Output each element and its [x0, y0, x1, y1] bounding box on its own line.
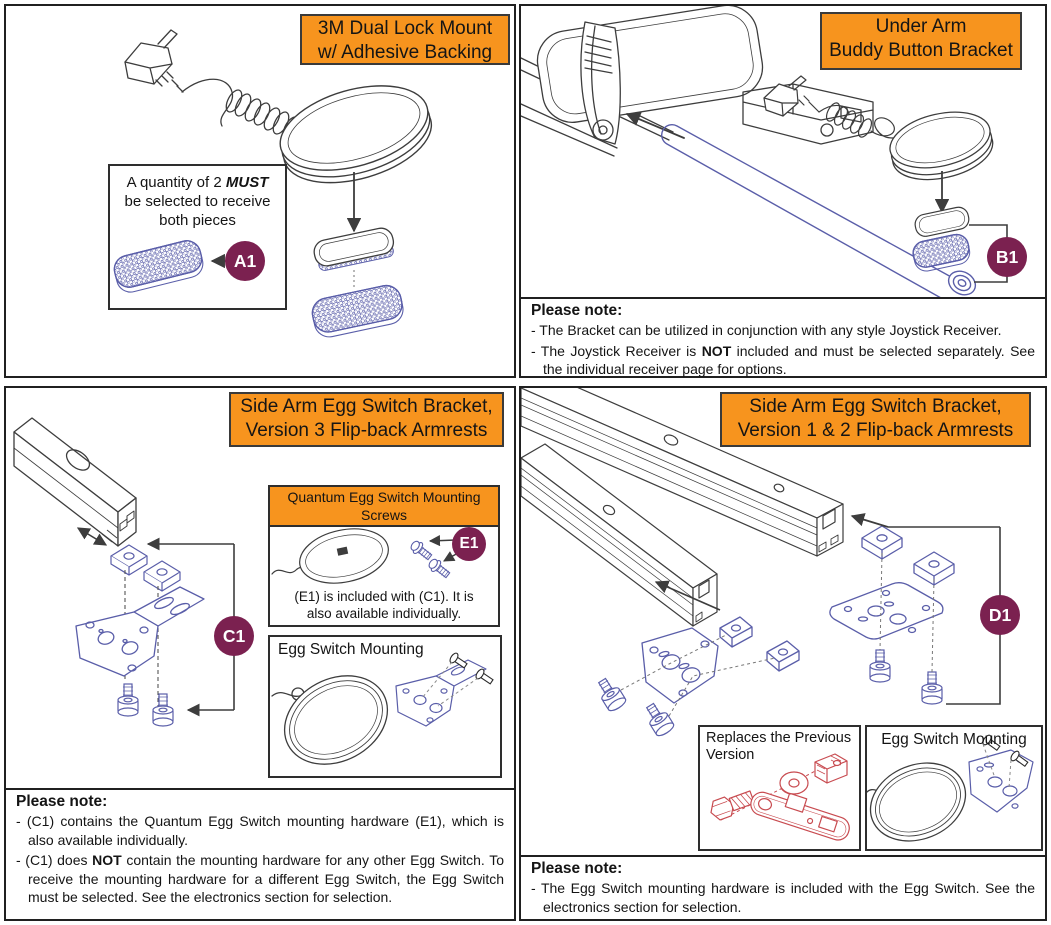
- replaces-previous-version-label: Replaces the Previous Version: [706, 730, 852, 763]
- title-line: Version 1 & 2 Flip-back Armrests: [737, 420, 1014, 441]
- note-line: both pieces: [159, 212, 236, 229]
- panel-title: [229, 392, 504, 447]
- replaces-previous-version-box: [698, 725, 861, 851]
- callout-d1: D1: [980, 595, 1020, 635]
- panel-title: [720, 392, 1031, 447]
- note-item: - The Bracket can be utilized in conjunction with any style Joystick Receiver.: [531, 322, 1002, 338]
- callout-a1: A1: [225, 241, 265, 281]
- note-item: - The Joystick Receiver is NOT included and must be selected separately. See the individual receiver page for options.: [531, 342, 1035, 377]
- note-item: - (C1) contains the Quantum Egg Switch mounting hardware (E1), which is also available individually.: [16, 813, 504, 848]
- title-line: Side Arm Egg Switch Bracket,: [240, 396, 493, 417]
- panel-title: [300, 14, 510, 65]
- mounting-screws-box-header: Quantum Egg Switch Mounting Screws: [270, 487, 498, 527]
- panel-title: [820, 12, 1022, 70]
- callout-c1: C1: [214, 616, 254, 656]
- note-line: A quantity of 2 MUST: [126, 174, 269, 191]
- title-line: 3M Dual Lock Mount: [317, 18, 493, 39]
- egg-switch-mounting-box: [865, 725, 1043, 851]
- panel-3m-dual-lock-mount: [4, 4, 516, 378]
- note-line: be selected to receive: [124, 193, 271, 210]
- egg-switch-mounting-label: Egg Switch Mounting: [278, 641, 424, 658]
- title-line: Under Arm: [875, 16, 967, 37]
- egg-switch-mounting-label: Egg Switch Mounting: [881, 731, 1027, 748]
- title-line: w/ Adhesive Backing: [317, 42, 493, 63]
- please-note-section: [521, 297, 1045, 376]
- callout-e1: E1: [452, 527, 486, 561]
- please-note-heading: Please note:: [531, 860, 623, 877]
- please-note-section: [521, 855, 1045, 919]
- panel-under-arm-buddy-button-bracket: [519, 4, 1047, 378]
- note-item: - The Egg Switch mounting hardware is included with the Egg Switch. See the electronics section for selection.: [531, 880, 1035, 915]
- title-line: Version 3 Flip-back Armrests: [245, 420, 488, 441]
- note-item: - (C1) does NOT contain the mounting hardware for any other Egg Switch. To receive the mounting hardware for a different Egg Switch, the Egg Switch must be selected. See the electronics section for selection.: [16, 852, 504, 905]
- egg-switch-mounting-box: [268, 635, 502, 778]
- quantity-note-box: [108, 164, 287, 310]
- please-note-heading: Please note:: [531, 302, 623, 319]
- please-note-section: [6, 788, 514, 919]
- panel-egg-switch-bracket-v1-v2: [519, 386, 1047, 921]
- panel-egg-switch-bracket-v3: [4, 386, 516, 921]
- callout-b1: B1: [987, 237, 1027, 277]
- title-line: Buddy Button Bracket: [829, 40, 1013, 61]
- please-note-heading: Please note:: [16, 793, 108, 810]
- title-line: Side Arm Egg Switch Bracket,: [749, 396, 1002, 417]
- mounting-screws-caption: (E1) is included with (C1). It is also available individually.: [294, 589, 474, 621]
